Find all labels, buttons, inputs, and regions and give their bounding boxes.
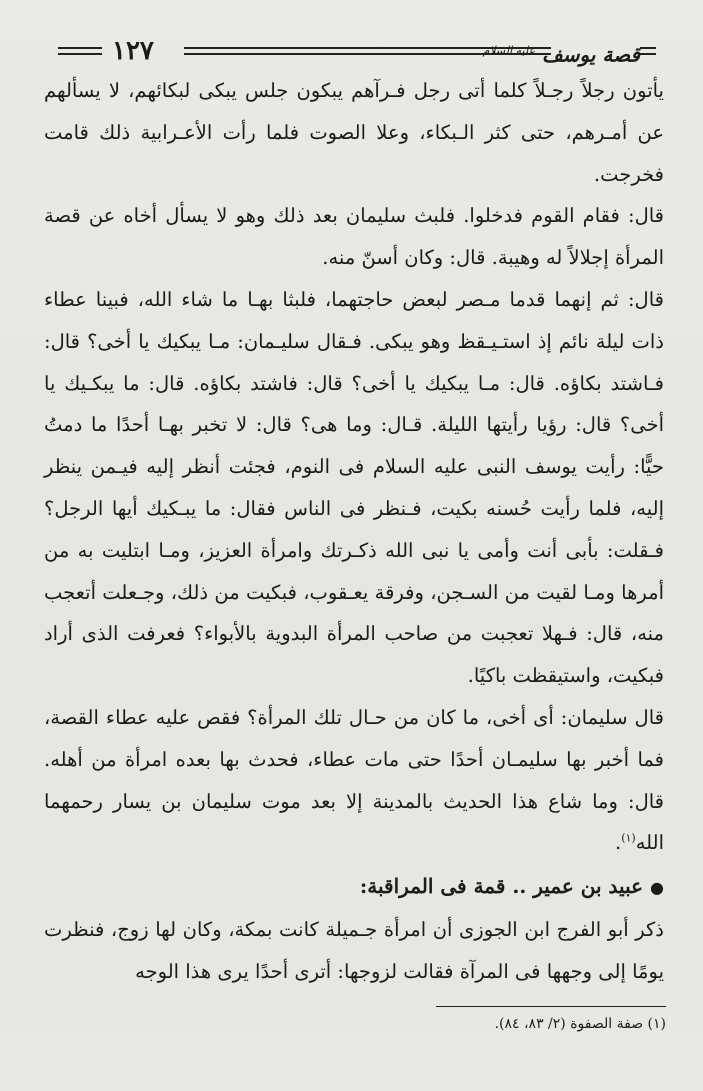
page-number: ١٢٧ [112,36,154,66]
section-heading-text: عبيد بن عمير .. قمة فى المراقبة: [359,874,644,899]
footnote: (١) صفة الصفوة (٢/ ٨٣، ٨٤). [494,1016,666,1032]
footnote-divider [436,1006,666,1007]
body-text [44,70,664,993]
running-title [482,36,640,70]
footnote-marker: (١) [621,831,636,845]
running-title-text: قصة يوسف [542,42,640,67]
bullet-icon: ● [650,878,664,898]
paragraph-5: ذكر أبو الفرج ابن الجوزى أن امرأة جـميلة كانت بمكة، وكان لها زوج، فنظرت يومًا إلى وجهها فى المرآة فقالت لزوجها: أترى أحدًا يرى هذا الوجه [44,917,664,983]
paragraph-4: قال سليمان: أى أخى، ما كان من حـال تلك المرأة؟ فقص عليه عطاء القصة، فما أخبر بها سليمـان أحدًا حتى مات عطاء، فحدث بها بعده امرأة من أهله. قال: وما شاع هذا الحديث بالمدينة إلا بعد موت سليمان بن يسار رحمهما الله$^{(١)}$. [44,705,664,855]
paragraph-3: قال: ثم إنهما قدما مـصر لبعض حاجتهما، فلبثا بهـا ما شاء الله، فبينا عطاء ذات ليلة نائم إذ استـيـقظ وهو يبكى. فـقال سليـمان: مـا يبكيك يا أخى؟ قال: فـاشتد بكاؤه. قال: مـا يبكيك يا أخى؟ قال: فاشتد بكاؤه. قال: ما يبكـيك يا أخى؟ قال: رؤيا رأيتها الليلة. قـال: وما هى؟ قال: لا تخبر بهـا أحدًا ما دمتُ حيًّا: رأيت يوسف النبى عليه السلام فى النوم، فجئت أنظر إليه فيـمن ينظر إليه، فلما رأيت حُسنه بكيت، فـنظر فى الناس فقال: ما يبـكيك أيها الرجل؟ فـقلت: بأبى أنت وأمى يا نبى الله ذكـرتك وامرأة العزيز، ومـا ابتليت به من أمرها ومـا لقيت من السـجن، وفرقة يعـقوب، فبكيت من ذلك، وجـعلت أتعجب منه، قال: فـهلا تعجبت من صاحب المرأة البدوية بالأبواء؟ فعرفت الذى أراد فبكيت، واستيقظت باكيًا. [44,287,665,688]
paragraph-1: يأتون رجلاً رجـلاً كلما أتى رجل فـرآهم يبكون جلس يبكى لبكائهم، لا يسألهم عن أمـرهم، حتى كثر الـبكاء، وعلا الصوت فلما رأت الأعـرابية ذلك قامت فخرجت. [44,79,664,186]
page-header [58,36,653,70]
header-rule-left [58,47,102,55]
honorific-glyph: عليه السلام [482,44,536,57]
header-rule-right [640,47,656,55]
section-heading [44,866,664,909]
paragraph-4-text: قال سليمان: أى أخى، ما كان من حـال تلك المرأة؟ فقص عليه عطاء القصة، فما أخبر بها سليمـان أحدًا حتى مات عطاء، فحدث بها بعده امرأة من أهله. قال: وما شاع هذا الحديث بالمدينة إلا بعد موت سليمان بن يسار رحمهما الله [44,705,664,855]
paragraph-2: قال: فقام القوم فدخلوا. فلبث سليمان بعد ذلك وهو لا يسأل أخاه عن قصة المرأة إجلالاً له وهيبة. قال: وكان أسنّ منه. [44,204,664,270]
